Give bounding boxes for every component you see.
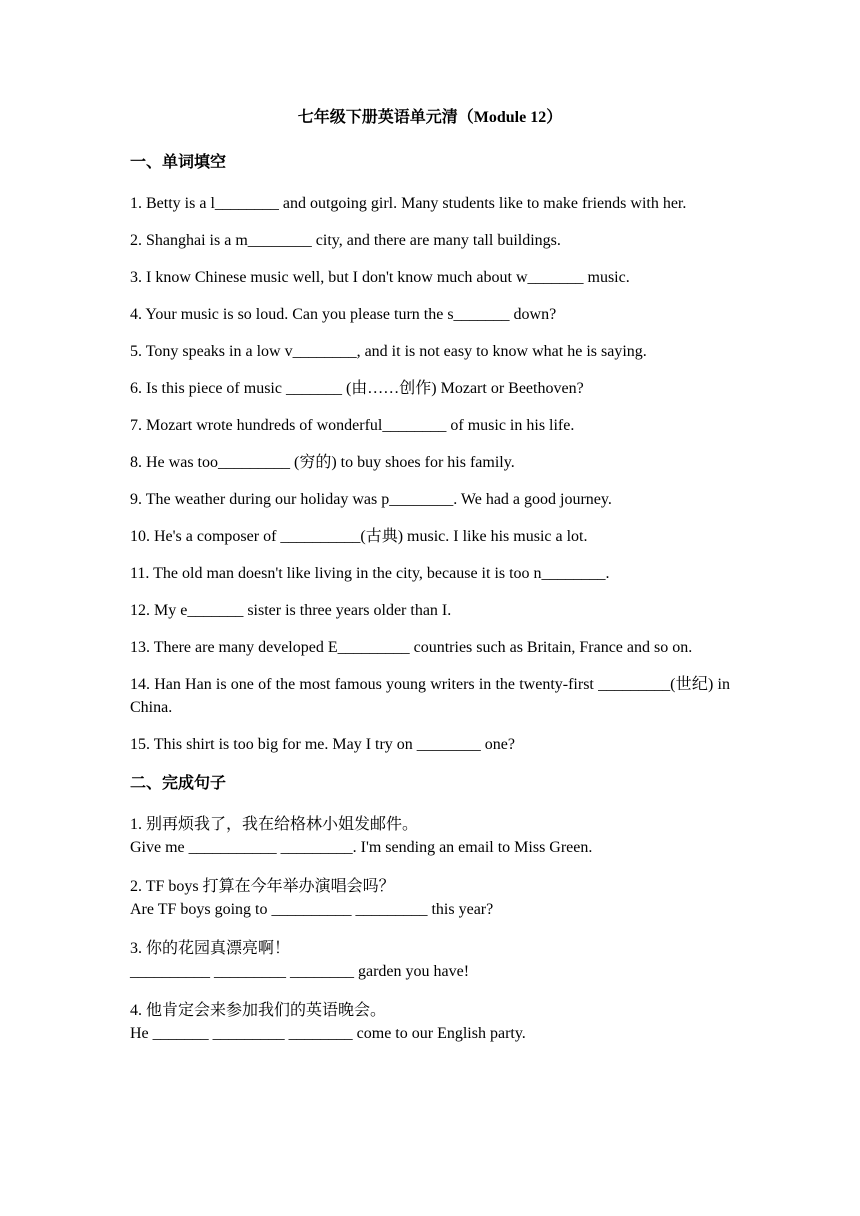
complete-sentences-list [130,813,730,1045]
question-item: 6. Is this piece of music _______ (由……创作) Mozart or Beethoven? [130,380,584,397]
sentence-english: He _______ _________ ________ come to our English party. [130,1025,526,1042]
question-item: 10. He's a composer of __________(古典) music. I like his music a lot. [130,528,588,545]
sentence-chinese: 4. 他肯定会来参加我们的英语晚会。 [130,1002,387,1019]
question-item: 1. Betty is a l________ and outgoing girl. Many students like to make friends with her. [130,195,687,212]
question-item: 13. There are many developed E_________ countries such as Britain, France and so on. [130,639,693,656]
sentence-item [130,875,730,921]
question-item: 14. Han Han is one of the most famous young writers in the twenty-first _________(世纪) in China. [130,676,730,716]
question-item: 8. He was too_________ (穷的) to buy shoes for his family. [130,454,515,471]
question-item: 7. Mozart wrote hundreds of wonderful________ of music in his life. [130,417,575,434]
sentence-item [130,937,730,983]
question-item: 4. Your music is so loud. Can you please turn the s_______ down? [130,306,557,323]
word-fill-list [130,192,730,756]
section-heading-word-fill: 一、单词填空 [130,154,227,171]
sentence-english: Give me ___________ _________. I'm sending an email to Miss Green. [130,839,593,856]
sentence-item [130,999,730,1045]
section-heading-complete-sentences: 二、完成句子 [130,775,227,792]
question-item: 3. I know Chinese music well, but I don't know much about w_______ music. [130,269,630,286]
question-item: 5. Tony speaks in a low v________, and it is not easy to know what he is saying. [130,343,647,360]
page-title: 七年级下册英语单元清（Module 12） [297,109,563,126]
question-item: 12. My e_______ sister is three years older than I. [130,602,452,619]
question-item: 2. Shanghai is a m________ city, and there are many tall buildings. [130,232,561,249]
sentence-english: Are TF boys going to __________ _________ this year? [130,901,494,918]
sentence-item [130,813,730,859]
worksheet-page [130,104,730,1061]
sentence-chinese: 2. TF boys 打算在今年举办演唱会吗？ [130,878,395,895]
question-item: 15. This shirt is too big for me. May I try on ________ one? [130,736,515,753]
sentence-chinese: 3. 你的花园真漂亮啊！ [130,940,291,957]
sentence-english: __________ _________ ________ garden you have! [130,963,470,980]
question-item: 9. The weather during our holiday was p________. We had a good journey. [130,491,612,508]
sentence-chinese: 1. 别再烦我了，我在给格林小姐发邮件。 [130,816,419,833]
question-item: 11. The old man doesn't like living in the city, because it is too n________. [130,565,610,582]
